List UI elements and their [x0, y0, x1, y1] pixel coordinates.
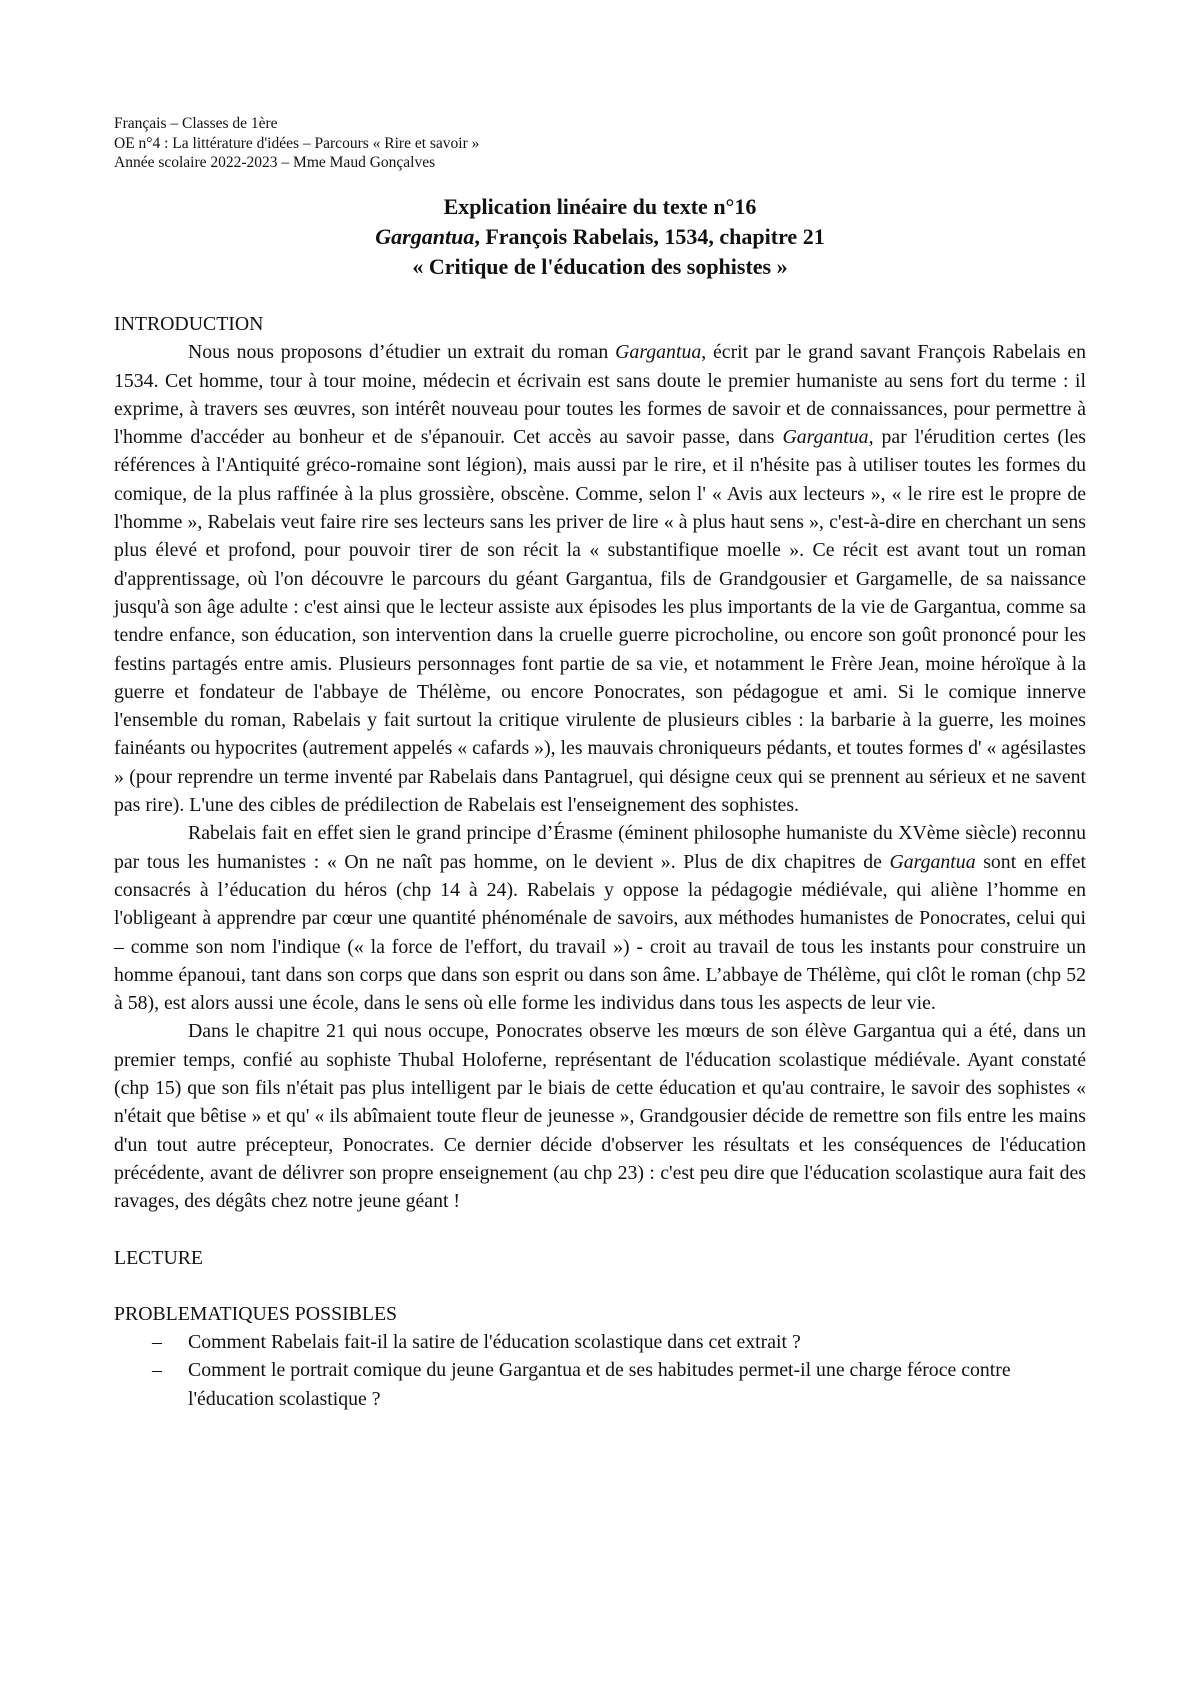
- p2-italic-gargantua: Gargantua: [889, 850, 976, 873]
- header-class-line: Français – Classes de 1ère: [114, 115, 278, 132]
- header-year-line: Année scolaire 2022-2023 – Mme Maud Gonçalves: [114, 154, 436, 171]
- title-line-1: Explication linéaire du texte n°16: [443, 194, 757, 219]
- introduction-paragraph-3: Dans le chapitre 21 qui nous occupe, Ponocrates observe les mœurs de son élève Gargantua qui a été, dans un premier temps, confié au sophiste Thubal Holoferne, représentant de l'éducation scolastique médiévale. Ayant constaté (chp 15) que son fils n'était pas plus intelligent par le biais de cette éducation et qu'au contraire, le savoir des sophistes « n'était que bêtise » et qu' « ils abîmaient toute fleur de jeunesse », Grandgousier décide de remettre son fils entre les mains d'un tout autre précepteur, Ponocrates. Ce dernier décide d'observer les résultats et les conséquences de l'éducation précédente, avant de délivrer son propre enseignement (au chp 23) : c'est peu dire que l'éducation scolastique aura fait des ravages, des dégâts chez notre jeune géant !: [114, 1020, 1086, 1213]
- list-dash: –: [152, 1359, 162, 1382]
- p1-text-e: , par l'érudition certes (les références à l'Antiquité gréco-romaine sont légion), mais aussi par le rire, et il n'hésite pas à utiliser toutes les formes du comique, de la plus raffinée à la plus grossière, obscène. Comme, selon l' « Avis aux lecteurs », « le rire est le propre de l'homme », Rabelais veut faire rire ses lecteurs sans les priver de lire « à plus haut sens », c'est-à-dire en cherchant un sens plus élevé et profond, pour pouvoir tirer de son récit la « substantifique moelle ». Ce récit est avant tout un roman d'apprentissage, où l'on découvre le parcours du géant Gargantua, fils de Grandgousier et Gargamelle, de sa naissance jusqu'à son âge adulte : c'est ainsi que le lecteur assiste aux épisodes les plus importants de la vie de Gargantua, comme sa tendre enfance, son éducation, son intervention dans la cruelle guerre picrocholine, ou encore son goût prononcé pour les festins partagés entre amis. Plusieurs personnages font partie de sa vie, et notamment le Frère Jean, moine héroïque à la guerre et fondateur de l'abbaye de Thélème, ou encore Ponocrates, son pédagogue et ami. Si le comique innerve l'ensemble du roman, Rabelais y fait surtout la critique virulente de plusieurs cibles : la barbarie à la guerre, les moines fainéants ou hypocrites (autrement appelés « cafards »), les mauvais chroniqueurs pédants, et toutes formes d' « agésilastes » (pour reprendre un terme inventé par Rabelais dans Pantagruel, qui désigne ceux qui se prennent au sérieux et ne savent pas rire). L'une des cibles de prédilection de Rabelais est l'enseignement des sophistes.: [114, 426, 1086, 817]
- header-course-line: OE n°4 : La littérature d'idées – Parcours « Rire et savoir »: [114, 134, 480, 152]
- title-line-3: « Critique de l'éducation des sophistes »: [412, 254, 788, 279]
- p1-italic-gargantua-1: Gargantua: [615, 341, 702, 364]
- list-item: [114, 1328, 1086, 1356]
- introduction-paragraph-1: [114, 338, 1086, 819]
- document-header: [114, 114, 914, 173]
- title-work-name: Gargantua: [375, 224, 475, 249]
- problematiques-heading: PROBLEMATIQUES POSSIBLES: [114, 1302, 398, 1325]
- p2-text-a: Rabelais fait en effet sien le grand principe d’Érasme (éminent philosophe humaniste du XVème siècle) reconnu par tous les humanistes : « On ne naît pas homme, on le devient ». Plus de dix chapitres de: [114, 822, 1086, 873]
- spacer: [114, 1272, 1086, 1300]
- title-line-2: [114, 222, 1086, 252]
- p2-text-c: sont en effet consacrés à l’éducation du héros (chp 14 à 24). Rabelais y oppose la pédagogie médiévale, qui aliène l’homme en l'obligeant à apprendre par cœur une quantité phénoménale de savoirs, aux méthodes humanistes de Ponocrates, celui qui – comme son nom l'indique (« la force de l'effort, du travail ») - croit au travail de tous les instants pour construire un homme épanoui, tant dans son corps que dans son esprit ou dans son âme. L’abbaye de Thélème, qui clôt le roman (chp 52 à 58), est alors aussi une école, dans le sens où elle forme les individus dans tous les aspects de leur vie.: [114, 850, 1086, 1015]
- problematiques-list: [114, 1328, 1086, 1413]
- p1-italic-gargantua-2: Gargantua: [782, 426, 869, 449]
- list-item: [114, 1356, 1086, 1413]
- problematique-1: Comment Rabelais fait-il la satire de l'éducation scolastique dans cet extrait ?: [188, 1331, 801, 1354]
- lecture-heading: LECTURE: [114, 1246, 204, 1269]
- p1-text-a: Nous nous proposons d’étudier un extrait du roman: [188, 341, 616, 364]
- document-body: [114, 310, 1086, 1413]
- p1-text-c: , écrit par le grand savant François Rabelais en 1534. Cet homme, tour à tour moine, médecin et écrivain est sans doute le premier humaniste au sens fort du terme : il exprime, à travers ses œuvres, son intérêt nouveau pour toutes les formes de savoir et de connaissances, pour permettre à l'homme d'accéder au bonheur et de s'épanouir. Cet accès au savoir passe, dans: [114, 341, 1086, 449]
- document-title: [114, 192, 1086, 282]
- list-dash: –: [152, 1331, 162, 1354]
- introduction-paragraph-2: [114, 819, 1086, 1017]
- spacer: [114, 1216, 1086, 1244]
- title-work-details: , François Rabelais, 1534, chapitre 21: [474, 224, 825, 249]
- problematique-2: Comment le portrait comique du jeune Gargantua et de ses habitudes permet-il une charge féroce contre l'éducation scolastique ?: [188, 1359, 1011, 1410]
- introduction-heading: INTRODUCTION: [114, 313, 264, 335]
